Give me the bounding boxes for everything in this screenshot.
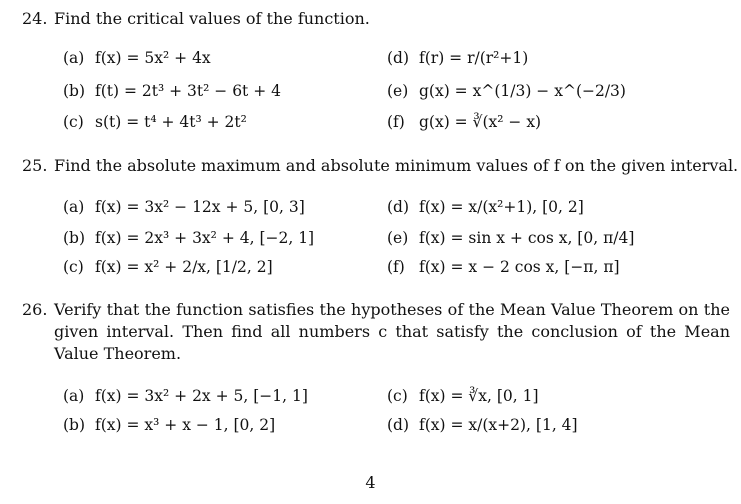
problem-number: 24. [22, 9, 48, 28]
problem-24-part-a [63, 47, 211, 69]
problem-26-part-b [63, 414, 275, 436]
part-expression: f(x) = x − 2 cos x, [−π, π] [419, 258, 620, 276]
part-expression: f(x) = x³ + x − 1, [0, 2] [95, 416, 276, 434]
problem-24-part-f [387, 111, 541, 133]
problem-24-part-b [63, 80, 281, 102]
part-label: (f) [387, 113, 405, 131]
part-expression: f(x) = 5x² + 4x [95, 49, 211, 67]
part-expression: f(r) = r/(r²+1) [419, 49, 529, 67]
problem-25-part-f [387, 256, 620, 278]
problem-26-part-c [387, 385, 539, 407]
part-label: (f) [387, 258, 405, 276]
part-label: (b) [63, 416, 86, 434]
part-expression: f(x) = 3x² + 2x + 5, [−1, 1] [95, 387, 308, 405]
part-label: (a) [63, 49, 85, 67]
problem-25-part-e [387, 227, 634, 249]
part-label: (a) [63, 198, 85, 216]
part-label: (e) [387, 82, 409, 100]
part-expression: f(x) = x/(x²+1), [0, 2] [419, 198, 584, 216]
problem-26-part-a [63, 385, 308, 407]
part-label: (e) [387, 229, 409, 247]
part-expression: s(t) = t⁴ + 4t³ + 2t² [95, 113, 247, 131]
problem-24-part-e [387, 80, 626, 102]
part-expression: f(x) = x² + 2/x, [1/2, 2] [95, 258, 273, 276]
part-label: (d) [387, 49, 410, 67]
page-number: 4 [365, 473, 376, 492]
part-label: (b) [63, 229, 86, 247]
problem-statement: Find the absolute maximum and absolute minimum values of f on the given interval. [54, 156, 739, 175]
part-label: (c) [63, 258, 84, 276]
part-label: (c) [387, 387, 408, 405]
problem-number: 25. [22, 156, 48, 175]
part-label: (c) [63, 113, 84, 131]
part-expression: f(x) = sin x + cos x, [0, π/4] [419, 229, 635, 247]
part-label: (a) [63, 387, 85, 405]
part-expression: g(x) = x^(1/3) − x^(−2/3) [419, 82, 626, 100]
part-label: (d) [387, 416, 410, 434]
part-expression: f(t) = 2t³ + 3t² − 6t + 4 [95, 82, 281, 100]
part-expression: g(x) = ∛(x² − x) [419, 113, 542, 131]
problem-24-part-c [63, 111, 247, 133]
problem-25-part-b [63, 227, 314, 249]
part-expression: f(x) = ∛x, [0, 1] [419, 387, 539, 405]
part-label: (d) [387, 198, 410, 216]
part-label: (b) [63, 82, 86, 100]
problem-number: 26. [22, 300, 48, 319]
part-expression: f(x) = 2x³ + 3x² + 4, [−2, 1] [95, 229, 315, 247]
problem-26-part-d [387, 414, 578, 436]
part-expression: f(x) = x/(x+2), [1, 4] [419, 416, 578, 434]
part-expression: f(x) = 3x² − 12x + 5, [0, 3] [95, 198, 305, 216]
problem-24-part-d [387, 47, 528, 69]
problem-25-part-c [63, 256, 273, 278]
problem-statement: Find the critical values of the function. [54, 9, 370, 28]
problem-25-part-a [63, 196, 305, 218]
problem-statement: Verify that the function satisfies the hypotheses of the Mean Value Theorem on the given interval. Then find all numbers c that satisfy the conclusion of the Mean Value Theorem. [54, 300, 730, 363]
problem-25-part-d [387, 196, 584, 218]
